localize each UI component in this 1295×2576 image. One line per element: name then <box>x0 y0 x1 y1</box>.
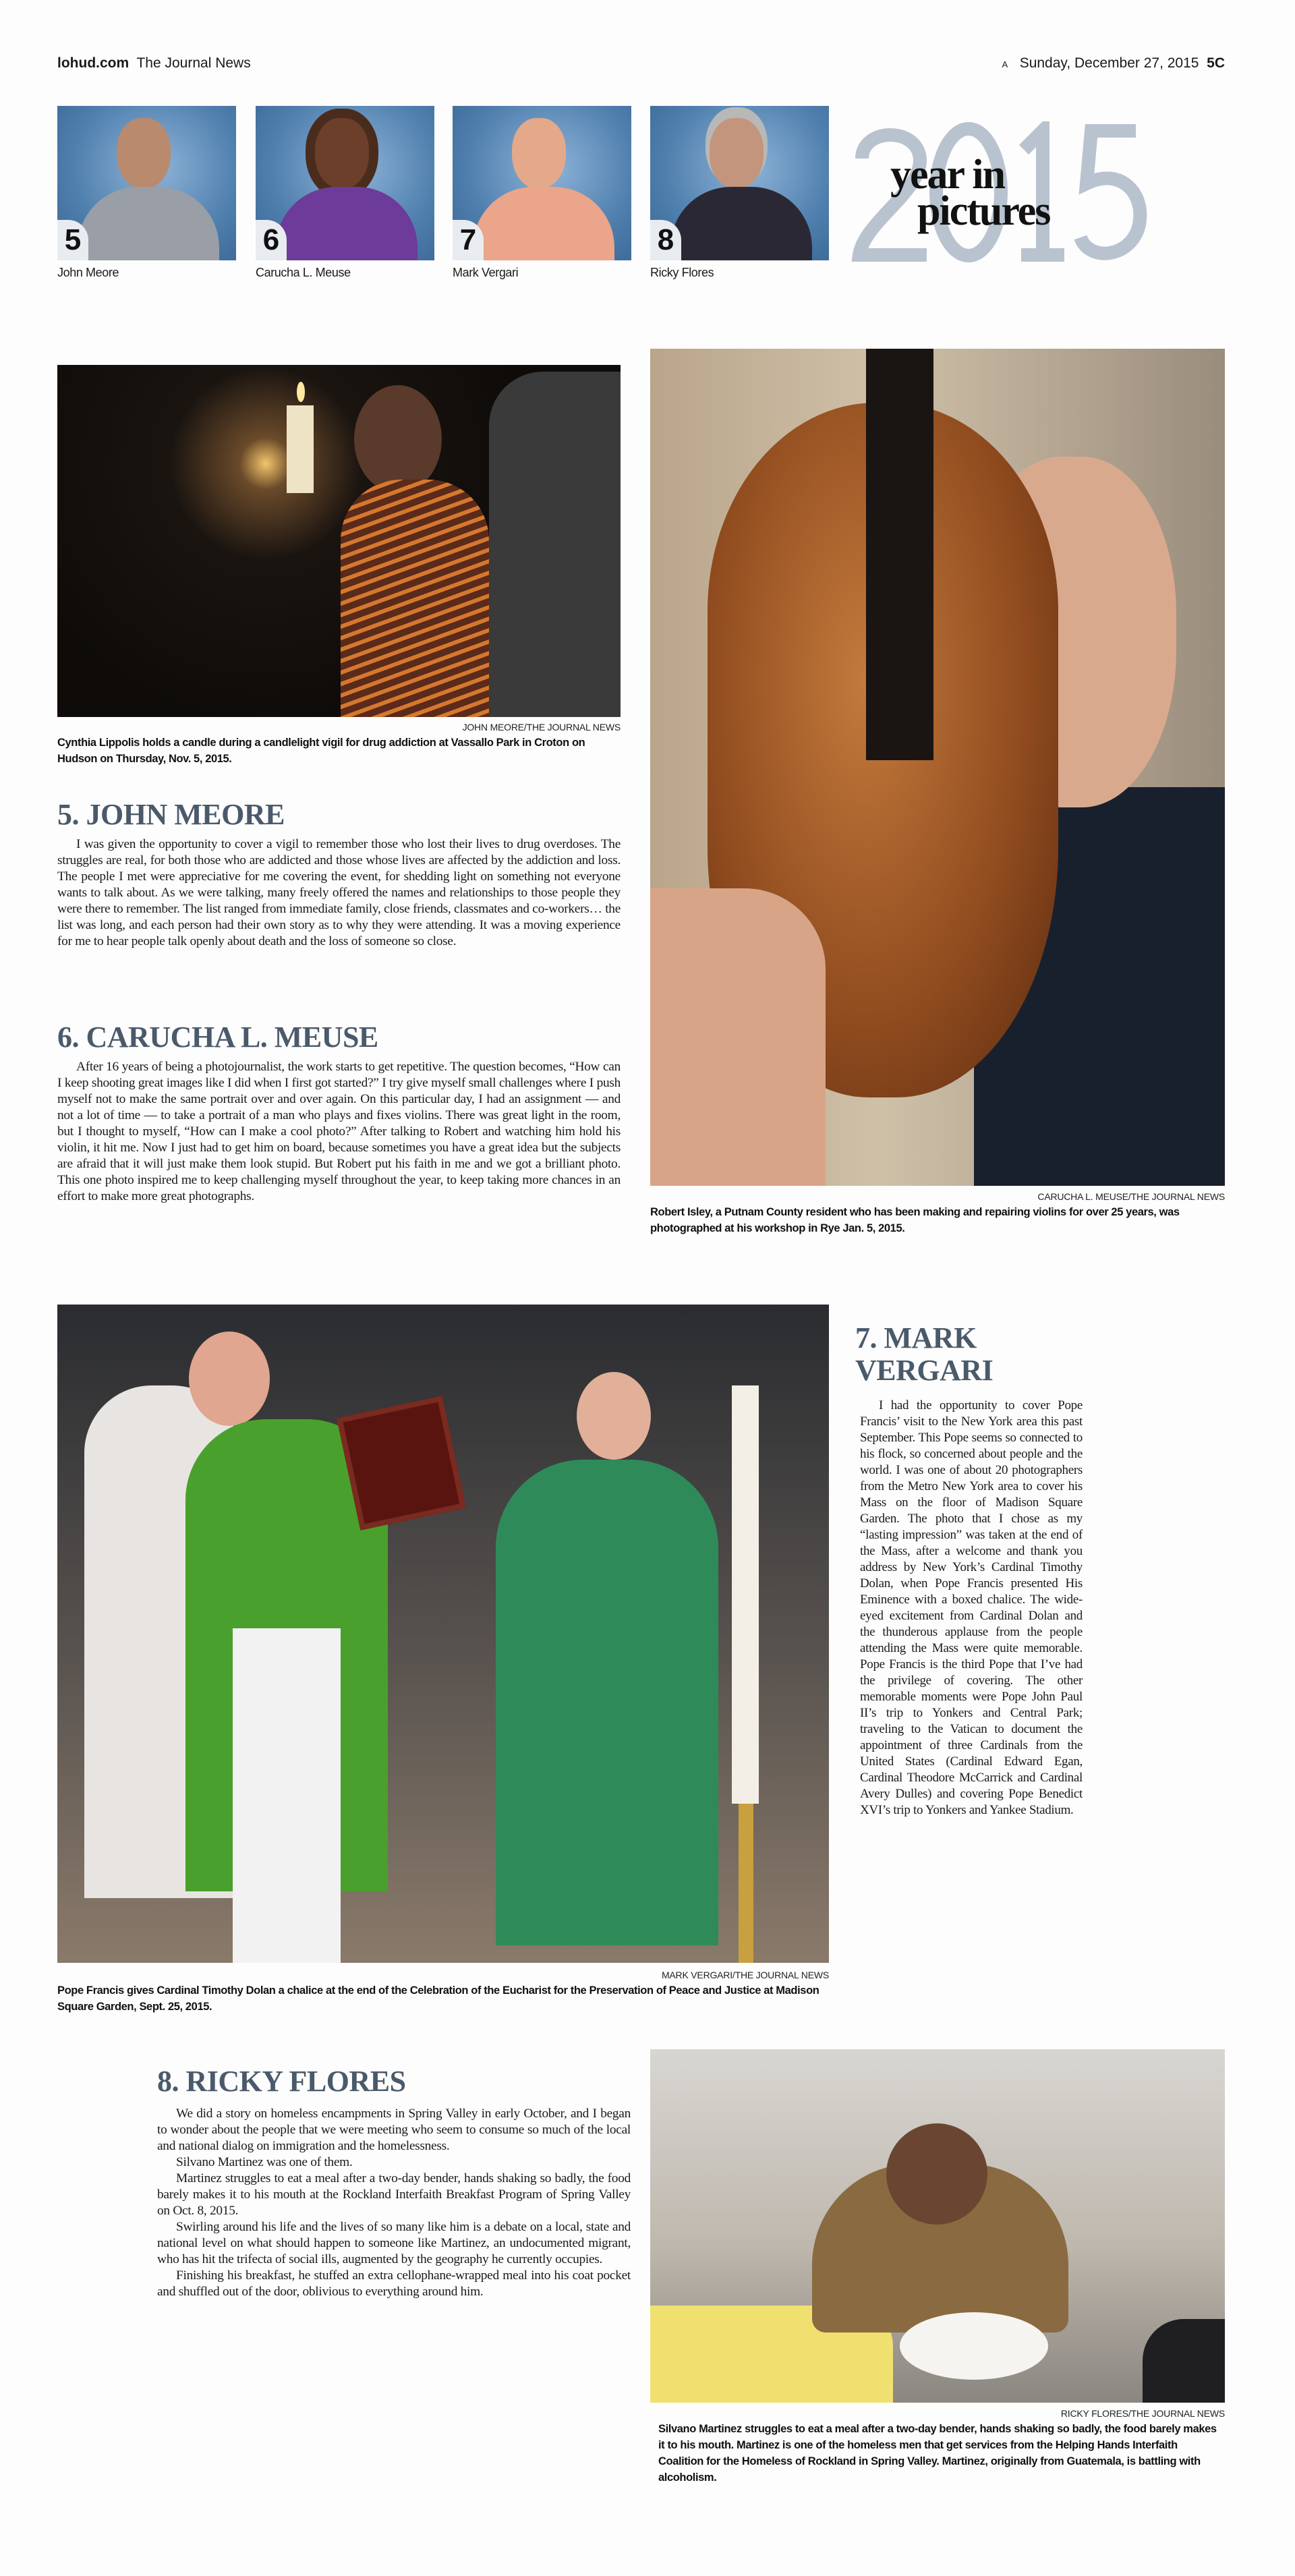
portrait-john-meore <box>57 106 236 260</box>
photo-caption: Cynthia Lippolis holds a candle during a candlelight vigil for drug addiction at Vassallo Park in Croton on Hudson on Thursday, Nov. 5, 2015. <box>57 737 585 765</box>
photo-caption: Pope Francis gives Cardinal Timothy Dolan a chalice at the end of the Celebration of the Eucharist for the Preservation of Peace and Justice at Madison Square Garden, Sept. 25, 2015. <box>57 1984 819 2013</box>
photo-credit: CARUCHA L. MEUSE/THE JOURNAL NEWS <box>1037 1191 1225 1202</box>
number-badge: 6 <box>256 220 287 260</box>
number-badge: 5 <box>57 220 88 260</box>
breakfast-program-photo <box>650 2049 1225 2403</box>
pope-chalice-photo <box>57 1305 829 1963</box>
violin-portrait-photo <box>650 349 1225 1186</box>
photographer-name: Ricky Flores <box>650 266 714 279</box>
page-number: 5C <box>1207 55 1225 71</box>
section-heading: 5. JOHN MEORE <box>57 798 285 831</box>
banner-title: year in pictures <box>890 152 1050 234</box>
site-name[interactable]: lohud.com <box>57 55 130 71</box>
article-body: I was given the opportunity to cover a vigil to remember those who lost their lives to drug overdoses. The struggles are real, for both those who are addicted and those whose lives are affected by the addiction and loss. The people I met were appreciative for me covering the event, for shedding light on something not everyone wants to talk about. As we were talking, many freely offered the names and relationships to those people they were there to remember. The list ranged from immediate family, close friends, classmates and co-workers… the list was long, and each person had their own story as to why they were attending. It was a moving experience for me to hear people talk openly about death and the loss of someone so close. <box>57 837 621 948</box>
article-body: I had the opportunity to cover Pope Francis’ visit to the New York area this past September. This Pope seems so connected to his flock, so concerned about people and the world. I was one of about 20 photographers from the Metro New York area to cover his Mass on the floor of Madison Square Garden. The photo that I chose as my “lasting impression” was taken at the end of the Mass, after a welcome and thank you address by New York’s Cardinal Timothy Dolan, when Pope Francis presented His Eminence with a boxed chalice. The wide-eyed excitement from Cardinal Dolan and the thunderous applause from the people attending the Mass were quite memorable. Pope Francis is the third Pope that I’ve had the privilege of covering. The other memorable moments were Pope John Paul II’s trip to Yonkers and Central Park; traveling to the Vatican to document the appointment of three Cardinals from the United States (Cardinal Edward Egan, Cardinal Theodore McCarrick and Cardinal Avery Dulles) and covering Pope Benedict XVI’s trip to Yonkers and Yankee Stadium. <box>860 1398 1083 1817</box>
photographer-name: Mark Vergari <box>453 266 519 279</box>
photo-credit: JOHN MEORE/THE JOURNAL NEWS <box>462 722 621 733</box>
number-badge: 8 <box>650 220 681 260</box>
digit-5 <box>1081 131 1140 254</box>
portrait-carucha-meuse <box>256 106 434 260</box>
masthead <box>57 55 251 71</box>
number-badge: 7 <box>453 220 484 260</box>
candlelight-vigil-photo <box>57 365 621 717</box>
date-line <box>1002 55 1226 71</box>
article-body: We did a story on homeless encampments in Spring Valley in early October, and I began to wonder about the people that we were meeting who seem to consume so much of the local and national dialog on immigration and the homelessness. Silvano Martinez was one of them. Martinez struggles to eat a meal after a two-day bender, hands shaking so badly, the food barely makes it to his mouth at the Rockland Interfaith Breakfast Program of Spring Valley on Oct. 8, 2015. Swirling around his life and the lives of so many like him is a debate on a local, state and national level on what should happen to someone like Martinez, an undocumented migrant, who has hit the trifecta of social ills, augmented by the geography he currently occupies. Finishing his breakfast, he stuffed an extra cellophane-wrapped meal into his coat pocket and shuffled out of the door, oblivious to everything around him. <box>157 2107 631 2299</box>
photo-caption: Robert Isley, a Putnam County resident who has been making and repairing violins for over 25 years, was photographed at his workshop in Rye Jan. 5, 2015. <box>650 1206 1180 1234</box>
paper-name: The Journal News <box>136 55 251 71</box>
portrait-ricky-flores <box>650 106 829 260</box>
photographer-name: Carucha L. Meuse <box>256 266 351 279</box>
photo-caption: Silvano Martinez struggles to eat a meal after a two-day bender, hands shaking so badly, the food barely makes it to his mouth. Martinez is one of the homeless men that get services from the Helping Hands Interfaith Coalition for the Homeless of Rockland in Spring Valley. Martinez, originally from Guatemala, is battling with alcoholism. <box>658 2423 1217 2484</box>
photographer-name: John Meore <box>57 266 119 279</box>
section-heading: 7. MARK VERGARI <box>855 1321 994 1387</box>
date: Sunday, December 27, 2015 <box>1019 55 1199 71</box>
portrait-mark-vergari <box>453 106 631 260</box>
photo-credit: RICKY FLORES/THE JOURNAL NEWS <box>1060 2408 1225 2419</box>
article-body: After 16 years of being a photojournalist, the work starts to get repetitive. The question becomes, “How can I keep shooting great images like I did when I first got started?” I try give myself small challenges where I push myself not to make the same portrait over and over again. On this particular day, I had an assignment — and not a lot of time — to take a portrait of a man who plays and fixes violins. There was great light in the room, but I thought to myself, “How can I make a cool photo?” After talking to Robert and watching him hold his violin, it hit me. Now I just had to get him on board, because sometimes you have a great idea but the subjects are afraid that it will just make them look stupid. But Robert put his faith in me and we got a brilliant photo. This one photo inspired me to keep challenging myself throughout the year, to keep taking more chances in an effort to make more great photographs. <box>57 1060 621 1203</box>
section-heading: 8. RICKY FLORES <box>157 2065 406 2098</box>
photo-credit: MARK VERGARI/THE JOURNAL NEWS <box>661 1970 829 1980</box>
section-heading: 6. CARUCHA L. MEUSE <box>57 1021 378 1054</box>
edition: A <box>1002 59 1008 69</box>
